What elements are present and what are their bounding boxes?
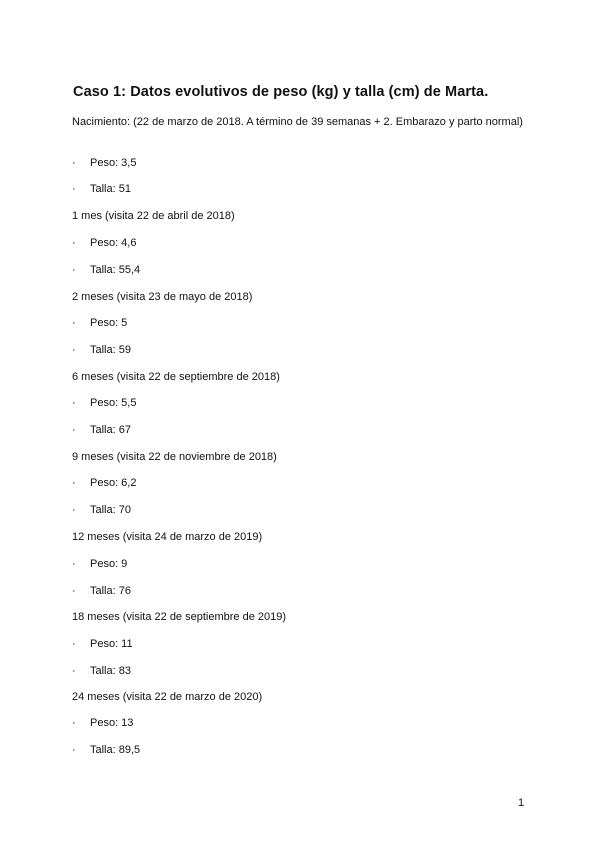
visit-heading-18-meses: 18 meses (visita 22 de septiembre de 2019): [72, 611, 287, 623]
peso-value: Peso: 5,5: [90, 397, 137, 409]
bullet-dot: ·: [72, 504, 76, 516]
bullet-dot: ·: [72, 717, 76, 729]
bullet-dot: ·: [72, 665, 76, 677]
bullet-dot: ·: [72, 237, 76, 249]
page-number: 1: [518, 797, 525, 809]
visit-heading-12-meses: 12 meses (visita 24 de marzo de 2019): [72, 531, 263, 543]
peso-value: Peso: 4,6: [90, 237, 137, 249]
list-item-talla-2-meses: [72, 344, 131, 357]
list-item-talla-12-meses: [72, 585, 131, 598]
bullet-dot: ·: [72, 638, 76, 650]
peso-value: Peso: 3,5: [90, 157, 137, 169]
document-title: Caso 1: Datos evolutivos de peso (kg) y talla (cm) de Marta.: [73, 84, 489, 100]
bullet-dot: ·: [72, 264, 76, 276]
visit-heading-6-meses: 6 meses (visita 22 de septiembre de 2018): [72, 371, 280, 383]
bullet-dot: ·: [72, 424, 76, 436]
peso-value: Peso: 5: [90, 317, 128, 329]
bullet-dot: ·: [72, 744, 76, 756]
list-item-talla-1-mes: [72, 264, 140, 277]
list-item-peso-6-meses: [72, 397, 136, 410]
talla-value: Talla: 83: [90, 665, 131, 677]
bullet-dot: ·: [72, 183, 76, 195]
talla-value: Talla: 89,5: [90, 744, 141, 756]
visit-heading-9-meses: 9 meses (visita 22 de noviembre de 2018): [72, 451, 277, 463]
list-item-peso-24-meses: [72, 717, 133, 730]
talla-value: Talla: 51: [90, 183, 131, 195]
list-item-talla-24-meses: [72, 744, 140, 757]
peso-value: Peso: 6,2: [90, 477, 137, 489]
talla-value: Talla: 76: [90, 585, 131, 597]
list-item-talla-9-meses: [72, 504, 131, 517]
list-item-talla-18-meses: [72, 665, 131, 678]
list-item-peso-birth: [72, 157, 136, 170]
bullet-dot: ·: [72, 477, 76, 489]
visit-heading-1-mes: 1 mes (visita 22 de abril de 2018): [72, 210, 235, 222]
bullet-dot: ·: [72, 157, 76, 169]
visit-heading-2-meses: 2 meses (visita 23 de mayo de 2018): [72, 291, 253, 303]
list-item-peso-2-meses: [72, 317, 127, 330]
bullet-dot: ·: [72, 585, 76, 597]
peso-value: Peso: 11: [90, 638, 133, 650]
bullet-dot: ·: [72, 317, 76, 329]
talla-value: Talla: 55,4: [90, 264, 141, 276]
bullet-dot: ·: [72, 344, 76, 356]
peso-value: Peso: 13: [90, 717, 134, 729]
list-item-peso-12-meses: [72, 558, 127, 571]
list-item-peso-18-meses: [72, 638, 133, 651]
peso-value: Peso: 9: [90, 558, 128, 570]
visit-heading-24-meses: 24 meses (visita 22 de marzo de 2020): [72, 691, 263, 703]
bullet-dot: ·: [72, 558, 76, 570]
talla-value: Talla: 67: [90, 424, 131, 436]
list-item-talla-6-meses: [72, 424, 131, 437]
intro-paragraph: Nacimiento: (22 de marzo de 2018. A término de 39 semanas + 2. Embarazo y parto normal): [72, 116, 523, 128]
bullet-dot: ·: [72, 397, 76, 409]
list-item-peso-9-meses: [72, 477, 136, 490]
list-item-talla-birth: [72, 183, 131, 196]
talla-value: Talla: 59: [90, 344, 131, 356]
talla-value: Talla: 70: [90, 504, 131, 516]
list-item-peso-1-mes: [72, 237, 136, 250]
